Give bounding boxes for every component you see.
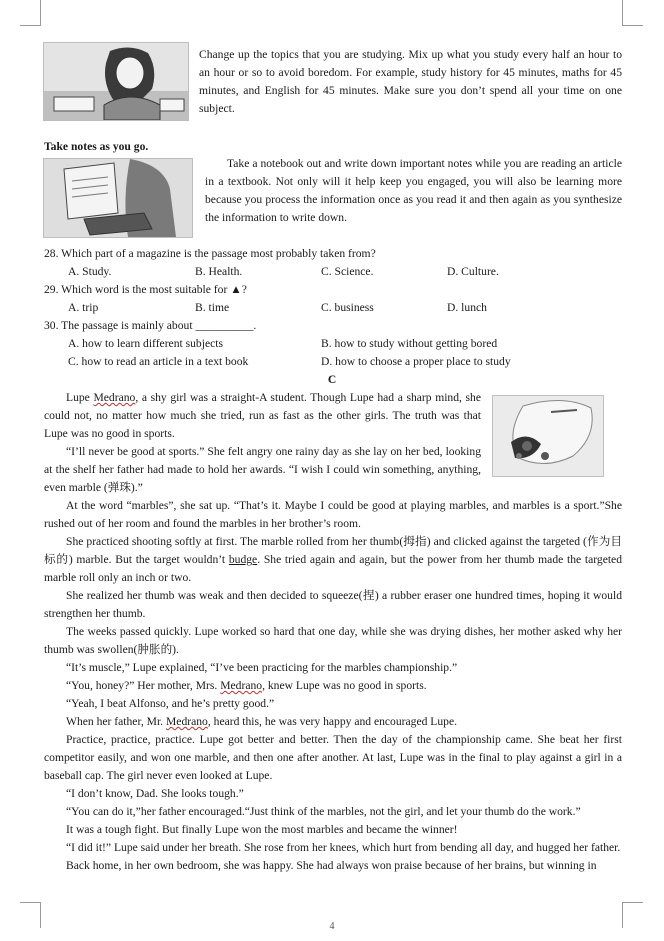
question-30-stem: [44, 317, 256, 335]
question-29-text: 29. Which word is the most suitable for: [44, 283, 231, 296]
story-paragraph-1: [44, 389, 481, 443]
p1-start: Lupe: [66, 391, 94, 404]
question-28-option-b[interactable]: B. Health.: [195, 265, 243, 278]
question-30-option-d[interactable]: D. how to choose a proper place to study: [321, 355, 511, 368]
student-studying-illustration: [43, 42, 189, 121]
name-medrano-3: Medrano: [165, 715, 208, 728]
question-30-option-c[interactable]: C. how to read an article in a text book: [68, 355, 249, 368]
story-paragraph-7: “It’s muscle,” Lupe explained, “I’ve been practicing for the marbles championship.”: [66, 661, 458, 674]
heading-take-notes: Take notes as you go.: [44, 140, 149, 153]
question-29-end: ?: [241, 283, 247, 296]
paragraph-change-topics: Change up the topics that you are studying. Mix up what you study every half an hour to an hour or so to avoid boredom. For example, study history for 45 minutes, maths for 45 minutes, and English for 45 minutes. Make sure you don’t spend all your time on one subject.: [199, 48, 622, 115]
page-number: 4: [329, 921, 335, 932]
story-paragraph-12: “I don’t know, Dad. She looks tough.”: [66, 787, 244, 800]
p4-rest: . She tried again and again, but the power from her thumb made the targeted marble roll only an inch or two.: [44, 553, 622, 584]
story-paragraph-9: “Yeah, I beat Alfonso, and he’s pretty good.”: [66, 697, 275, 710]
p10-start: When her father, Mr.: [66, 715, 166, 728]
question-28-option-a[interactable]: A. Study.: [68, 265, 112, 278]
p4-start: She practiced shooting softly at first. The marble rolled from her thumb(拇指) and clicked against the targeted (作为目标的) marble. But the target wouldn’t: [44, 535, 622, 566]
story-paragraph-2: “I’ll never be good at sports.” She felt angry one rainy day as she lay on her bed, looking at the shelf her father had made to hold her awards. “I wish I could win something, anything, even marble (弹珠).”: [44, 445, 481, 494]
question-29-stem: [44, 281, 247, 299]
word-budge: budge: [228, 553, 258, 566]
question-29-option-a[interactable]: A. trip: [68, 301, 99, 314]
section-c-label: C: [327, 373, 337, 386]
p8-rest: , knew Lupe was no good in sports.: [262, 679, 427, 692]
p10-rest: , heard this, he was very happy and encouraged Lupe.: [207, 715, 458, 728]
marbles-bag-illustration: [492, 395, 604, 477]
story-paragraph-5: She realized her thumb was weak and then decided to squeeze(捏) a rubber eraser one hundred times, hoping it would strengthen her thumb.: [44, 589, 622, 620]
question-30-text: 30. The passage is mainly about: [44, 319, 193, 332]
question-30-option-b[interactable]: B. how to study without getting bored: [321, 337, 498, 350]
story-paragraph-13: “You can do it,”her father encouraged.“Just think of the marbles, not the girl, and let your thumb do the work.”: [66, 805, 581, 818]
p8-start: “You, honey?” Her mother, Mrs.: [66, 679, 221, 692]
question-29-option-c[interactable]: C. business: [321, 301, 374, 314]
name-medrano: Medrano: [93, 391, 136, 404]
note-taking-illustration: [43, 158, 193, 238]
crop-mark-top-right: [622, 0, 643, 26]
blank-marker: ▲: [230, 283, 242, 296]
story-body: [44, 497, 622, 875]
story-paragraph-14: It was a tough fight. But finally Lupe won the most marbles and became the winner!: [66, 823, 458, 836]
crop-mark-top-left: [20, 0, 41, 26]
paragraph-take-notes: Take a notebook out and write down important notes while you are reading an article in a textbook. Not only will it help keep you engaged, you will also be learning more because you process the information once as you read it and then again as you synthesize the information to write down.: [205, 157, 622, 224]
story-paragraph-16: Back home, in her own bedroom, she was happy. She had always won praise because of her brains, but winning in: [66, 859, 597, 872]
question-30-option-a[interactable]: A. how to learn different subjects: [68, 337, 223, 350]
question-29-option-b[interactable]: B. time: [195, 301, 230, 314]
question-28-option-c[interactable]: C. Science.: [321, 265, 374, 278]
question-29-option-d[interactable]: D. lunch: [447, 301, 487, 314]
story-paragraph-3: At the word “marbles”, she sat up. “That’s it. Maybe I could be good at playing marbles, and marbles is a sport.”She rushed out of her room and found the marbles in her brother’s room.: [44, 499, 622, 530]
story-paragraph-10: [44, 713, 622, 731]
p1-rest: , a shy girl was a straight-A student. Though Lupe had a sharp mind, she could not, no matter how much she tried, run as fast as the other girls. The truth was that Lupe was no good in sports.: [44, 391, 481, 440]
name-medrano-2: Medrano: [220, 679, 263, 692]
story-paragraph-15: “I did it!” Lupe said under her breath. She rose from her knees, which hurt from bending all day, and hugged her father.: [66, 841, 621, 854]
question-30-end: .: [253, 319, 257, 332]
question-28-option-d[interactable]: D. Culture.: [447, 265, 499, 278]
question-28-stem: 28. Which part of a magazine is the passage most probably taken from?: [44, 247, 376, 260]
story-paragraph-6: The weeks passed quickly. Lupe worked so hard that one day, while she was drying dishes, her mother asked why her thumb was swollen(肿胀的).: [44, 625, 622, 656]
story-paragraph-8: [44, 677, 622, 695]
story-paragraph-4: [44, 533, 622, 587]
question-30-blank: __________: [195, 319, 254, 332]
story-paragraph-11: Practice, practice, practice. Lupe got better and better. Then the day of the championship came. She beat her first competitor easily, and won one marble, and then one after another. At last, Lupe was in the final to play against a girl in a baseball cap. The girl never even looked at Lupe.: [44, 733, 622, 782]
